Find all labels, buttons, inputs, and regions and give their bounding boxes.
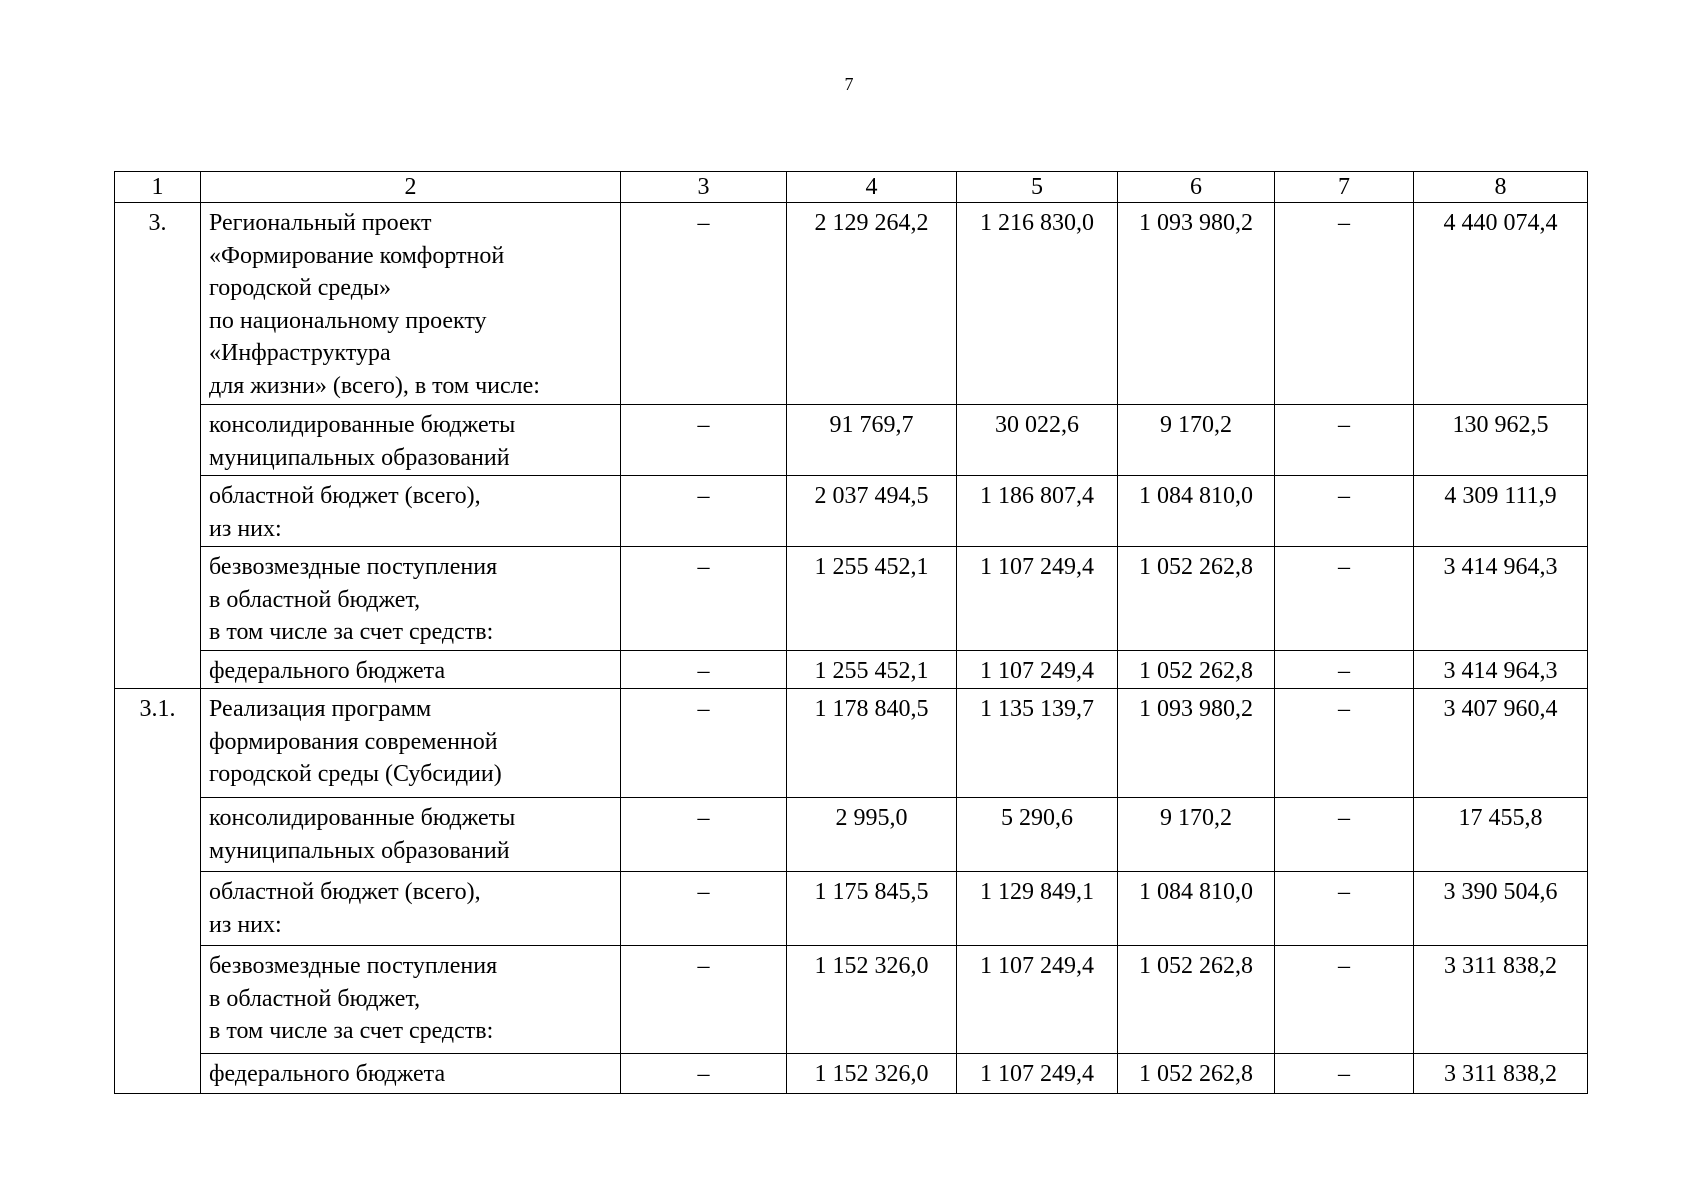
table-row	[115, 798, 1588, 872]
value-cell: 2 129 264,2	[787, 203, 957, 405]
value-cell: –	[621, 689, 787, 798]
value-cell: 1 152 326,0	[787, 1054, 957, 1094]
row-number: 3.	[115, 203, 201, 689]
value-cell: –	[621, 946, 787, 1054]
row-name: безвозмездные поступления в областной бюджет, в том числе за счет средств:	[201, 946, 621, 1054]
page-number: 7	[844, 74, 854, 94]
table-header-row	[115, 172, 1588, 203]
row-name: консолидированные бюджеты муниципальных образований	[201, 798, 621, 872]
value-cell: –	[621, 872, 787, 946]
value-cell: 1 186 807,4	[957, 476, 1118, 547]
row-name: консолидированные бюджеты муниципальных образований	[201, 405, 621, 476]
header-cell: 6	[1118, 172, 1275, 203]
table-row	[115, 405, 1588, 476]
value-cell: 2 037 494,5	[787, 476, 957, 547]
value-cell: –	[621, 798, 787, 872]
value-cell: 1 052 262,8	[1118, 651, 1275, 689]
value-cell: 1 107 249,4	[957, 547, 1118, 651]
value-cell: 9 170,2	[1118, 405, 1275, 476]
table-row	[115, 547, 1588, 651]
value-cell: 4 309 111,9	[1414, 476, 1588, 547]
value-cell: –	[1275, 651, 1414, 689]
row-number: 3.1.	[115, 689, 201, 1094]
value-cell: 9 170,2	[1118, 798, 1275, 872]
value-cell: 91 769,7	[787, 405, 957, 476]
value-cell: 5 290,6	[957, 798, 1118, 872]
value-cell: 1 084 810,0	[1118, 476, 1275, 547]
value-cell: 3 407 960,4	[1414, 689, 1588, 798]
row-name: безвозмездные поступления в областной бюджет, в том числе за счет средств:	[201, 547, 621, 651]
value-cell: –	[1275, 1054, 1414, 1094]
row-name: Региональный проект «Формирование комфортной городской среды» по национальному проекту «Инфраструктура для жизни» (всего), в том числе:	[201, 203, 621, 405]
value-cell: 1 107 249,4	[957, 946, 1118, 1054]
value-cell: –	[1275, 798, 1414, 872]
value-cell: 3 311 838,2	[1414, 1054, 1588, 1094]
value-cell: –	[621, 405, 787, 476]
row-name: областной бюджет (всего), из них:	[201, 872, 621, 946]
value-cell: 1 178 840,5	[787, 689, 957, 798]
value-cell: 1 052 262,8	[1118, 946, 1275, 1054]
value-cell: 1 107 249,4	[957, 651, 1118, 689]
value-cell: –	[1275, 476, 1414, 547]
table-row	[115, 651, 1588, 689]
value-cell: –	[1275, 689, 1414, 798]
header-cell: 8	[1414, 172, 1588, 203]
value-cell: –	[621, 651, 787, 689]
value-cell: 2 995,0	[787, 798, 957, 872]
value-cell: –	[1275, 872, 1414, 946]
header-cell: 2	[201, 172, 621, 203]
table-row	[115, 203, 1588, 405]
table-row	[115, 476, 1588, 547]
header-cell: 7	[1275, 172, 1414, 203]
value-cell: 1 093 980,2	[1118, 689, 1275, 798]
value-cell: 17 455,8	[1414, 798, 1588, 872]
value-cell: 30 022,6	[957, 405, 1118, 476]
budget-table-container	[114, 171, 1588, 1094]
row-name: областной бюджет (всего), из них:	[201, 476, 621, 547]
value-cell: 3 414 964,3	[1414, 651, 1588, 689]
value-cell: 1 107 249,4	[957, 1054, 1118, 1094]
row-name: федерального бюджета	[201, 1054, 621, 1094]
value-cell: 3 390 504,6	[1414, 872, 1588, 946]
value-cell: 130 962,5	[1414, 405, 1588, 476]
value-cell: –	[1275, 405, 1414, 476]
value-cell: 1 093 980,2	[1118, 203, 1275, 405]
header-cell: 1	[115, 172, 201, 203]
header-cell: 5	[957, 172, 1118, 203]
value-cell: –	[1275, 203, 1414, 405]
value-cell: –	[621, 547, 787, 651]
value-cell: 1 255 452,1	[787, 651, 957, 689]
header-cell: 3	[621, 172, 787, 203]
header-cell: 4	[787, 172, 957, 203]
row-name: Реализация программ формирования современной городской среды (Субсидии)	[201, 689, 621, 798]
value-cell: 3 311 838,2	[1414, 946, 1588, 1054]
table-row	[115, 689, 1588, 798]
value-cell: 1 255 452,1	[787, 547, 957, 651]
value-cell: 1 175 845,5	[787, 872, 957, 946]
value-cell: –	[621, 203, 787, 405]
value-cell: 1 052 262,8	[1118, 547, 1275, 651]
table-row	[115, 872, 1588, 946]
value-cell: 1 084 810,0	[1118, 872, 1275, 946]
value-cell: 1 216 830,0	[957, 203, 1118, 405]
row-name: федерального бюджета	[201, 651, 621, 689]
table-row	[115, 1054, 1588, 1094]
value-cell: 1 129 849,1	[957, 872, 1118, 946]
value-cell: –	[621, 476, 787, 547]
value-cell: –	[621, 1054, 787, 1094]
value-cell: 1 152 326,0	[787, 946, 957, 1054]
budget-table	[114, 171, 1588, 1094]
value-cell: 1 135 139,7	[957, 689, 1118, 798]
value-cell: 1 052 262,8	[1118, 1054, 1275, 1094]
value-cell: 3 414 964,3	[1414, 547, 1588, 651]
value-cell: –	[1275, 946, 1414, 1054]
table-row	[115, 946, 1588, 1054]
value-cell: 4 440 074,4	[1414, 203, 1588, 405]
value-cell: –	[1275, 547, 1414, 651]
